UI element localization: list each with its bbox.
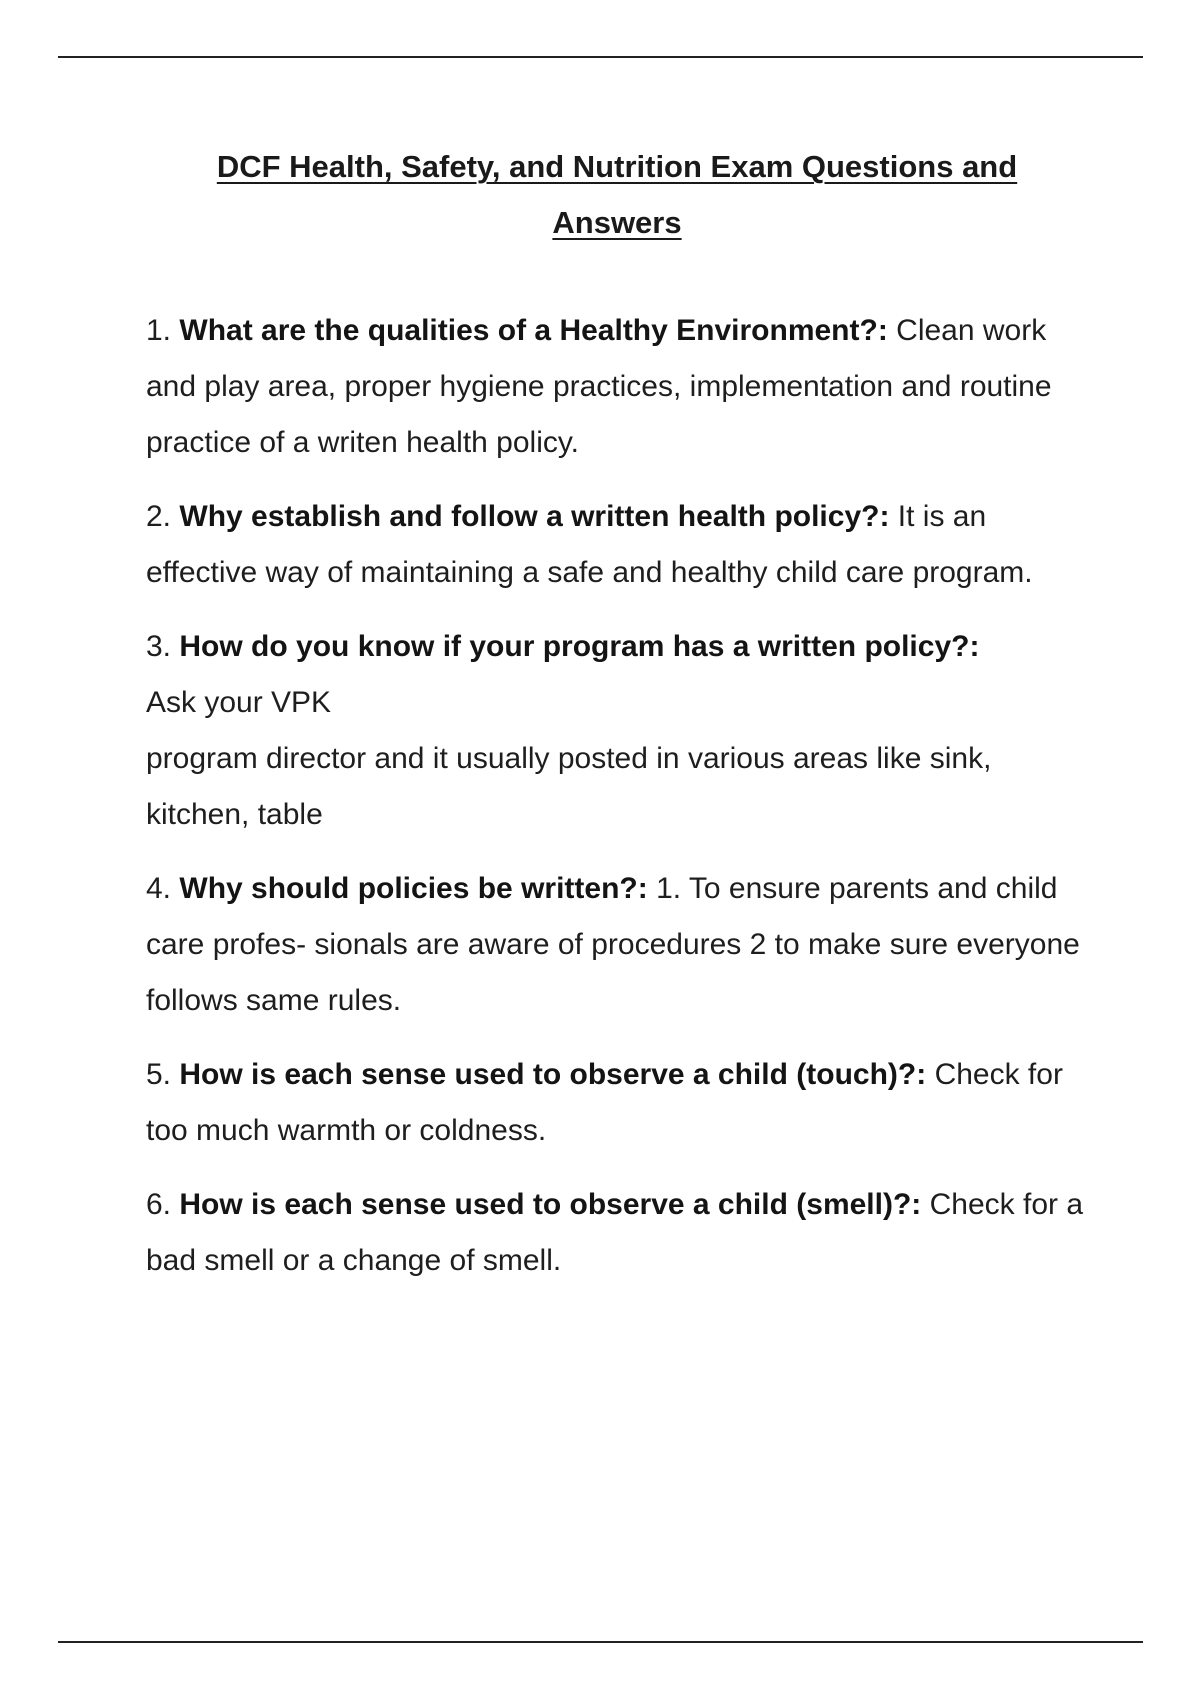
title-line: Answers [552,205,682,240]
question-line [146,619,1096,675]
item-number: 1. [146,314,172,347]
answer-text: Check for a bad smell or a change of smell. [146,1188,1084,1277]
item-number: 3. [146,630,172,663]
qa-item-1 [146,303,1096,471]
question-text: How is each sense used to observe a child (touch)?: [179,1058,927,1091]
bottom-rule [58,1641,1143,1643]
document-title [0,139,1200,251]
answer-text: Ask your VPK [146,686,332,719]
top-rule [58,56,1143,58]
qa-list [146,303,1096,1307]
answer-text: Check for too much warmth or coldness. [146,1058,1063,1147]
qa-item-4 [146,861,1096,1029]
answer-text: It is an effective way of maintaining a safe and healthy child care program. [146,500,1033,589]
question-text: Why should policies be written?: [179,872,648,905]
item-number: 4. [146,872,172,905]
qa-item-5 [146,1047,1096,1159]
question-text: How is each sense used to observe a child (smell)?: [179,1188,922,1221]
question-text: Why establish and follow a written health policy?: [179,500,890,533]
question-text: How do you know if your program has a written policy?: [179,630,980,663]
answer-text: program director and it usually posted in various areas like sink, kitchen, table [146,742,992,831]
qa-item-3 [146,619,1096,843]
question-text: What are the qualities of a Healthy Environment?: [179,314,888,347]
title-line: DCF Health, Safety, and Nutrition Exam Questions and [216,149,1018,184]
answer-text: 1. To ensure parents and child care profes- sionals are aware of procedures 2 to make sure everyone follows same rules. [146,872,1080,1017]
item-number: 2. [146,500,172,533]
qa-item-2 [146,489,1096,601]
item-number: 5. [146,1058,172,1091]
answer-text: Clean work and play area, proper hygiene practices, implementation and routine practice of a writen health policy. [146,314,1052,459]
qa-item-6 [146,1177,1096,1289]
item-number: 6. [146,1188,172,1221]
